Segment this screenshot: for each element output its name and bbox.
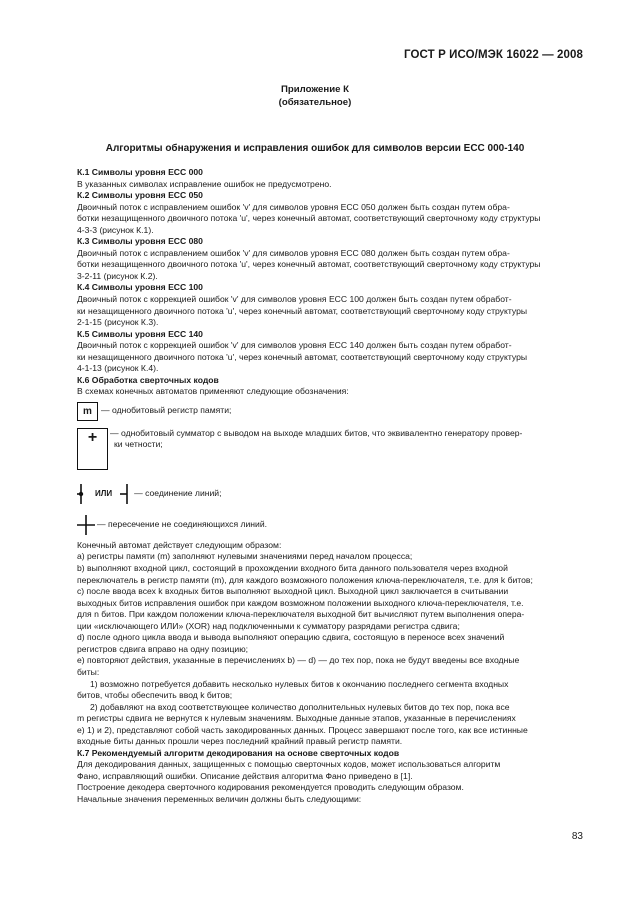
line-cross-label: — пересечение не соединяющихся линий. <box>97 519 268 530</box>
adder-label: ки четности; <box>114 439 163 450</box>
legend-memory-register <box>77 402 582 421</box>
section-k3-heading: К.3 Символы уровня ЕСС 080 <box>77 236 203 247</box>
section-k5-line: 4-1-13 (рисунок К.4). <box>77 363 159 374</box>
fsm-note-1: битов, чтобы обеспечить ввод k битов; <box>77 690 233 701</box>
section-k3-line: Двоичный поток с исправлением ошибок 'v' для символов уровня ЕСС 080 должен быть создан путем обра- <box>77 247 510 258</box>
fsm-step-c: ции «исключающего ИЛИ» (XOR) над подключенными к сумматору разрядами регистра сдвига; <box>77 620 460 631</box>
section-k4-line: ки незащищенного двоичного потока 'u', через конечный автомат, соответствующий сверточному коду структуры <box>77 305 528 316</box>
fsm-step-c: для n битов. При каждом положении ключа-переключателя выходной бит вычисляют путем выполнения опера- <box>77 609 525 620</box>
section-k7-text: Фано, исправляющий ошибки. Описание действия алгоритма Фано приведено в [1]. <box>77 770 413 781</box>
body-text <box>77 167 582 806</box>
section-k5-line: ки незащищенного двоичного потока 'u', через конечный автомат, соответствующий сверточному коду структуры <box>77 351 528 362</box>
section-k2-line: Двоичный поток с исправлением ошибок 'v' для символов уровня ЕСС 050 должен быть создан путем обра- <box>77 201 510 212</box>
section-k1-text: В указанных символах исправление ошибок не предусмотрено. <box>77 178 332 189</box>
section-k7-text: Построение декодера сверточного кодирования рекомендуется проводить следующим образом. <box>77 782 464 793</box>
legend-line-cross <box>77 514 582 536</box>
or-label: ИЛИ <box>95 489 113 499</box>
fsm-step-c: выходных битов исправления ошибок при каждом возможном положении выходного ключа-переключателя, т.е. <box>77 597 524 608</box>
section-k3-line: ботки незащищенного двоичного потока 'u', через конечный автомат, соответствующий сверточному коду структуры <box>77 259 541 270</box>
section-k7-text: Начальные значения переменных величин должны быть следующими: <box>77 793 362 804</box>
section-k4-line: Двоичный поток с коррекцией ошибок 'v' для символов уровня ЕСС 100 должен быть создан путем обработ- <box>77 294 512 305</box>
memory-register-label: — однобитовый регистр памяти; <box>101 404 232 415</box>
document-header: ГОСТ Р ИСО/МЭК 16022 — 2008 <box>404 49 583 61</box>
fsm-step-e: е) повторяют действия, указанные в перечислениях b) — d) — до тех пор, пока не будут введены все входные <box>77 655 520 666</box>
section-k2-heading: К.2 Символы уровня ЕСС 050 <box>77 190 203 201</box>
page-number: 83 <box>571 831 583 842</box>
fsm-step-b: переключатель в регистр памяти (m), для каждого возможного положения ключа-переключателя, т.е. для k битов; <box>77 574 533 585</box>
section-k7-text: Для декодирования данных, защищенных с помощью сверточных кодов, может использоваться алгоритм <box>77 759 501 770</box>
annex-heading <box>0 83 630 109</box>
fsm-note-2: е) 1) и 2), представляют собой часть закодированных данных. Процесс завершают после того, как все истинные <box>77 724 528 735</box>
fsm-note-1: 1) возможно потребуется добавить несколько нулевых битов к окончанию последнего сегмента входных <box>90 678 509 689</box>
fsm-step-a: а) регистры памяти (m) заполняют нулевыми значениями перед началом процесса; <box>77 551 413 562</box>
memory-register-symbol: m <box>77 402 98 421</box>
adder-label: — однобитовый сумматор с выводом на выходе младших битов, что эквивалентно генератору провер- <box>110 427 523 438</box>
section-k4-heading: К.4 Символы уровня ЕСС 100 <box>77 282 203 293</box>
fsm-step-d: регистров сдвига вправо на одну позицию; <box>77 643 249 654</box>
fsm-step-c: с) после ввода всех k входных битов выполняют выходной цикл. Выходной цикл заключается в считывании <box>77 586 509 597</box>
section-k2-line: 4-3-3 (рисунок К.1). <box>77 224 154 235</box>
legend-adder <box>77 428 582 470</box>
section-k2-line: ботки незащищенного двоичного потока 'u', через конечный автомат, соответствующий сверточному коду структуры <box>77 213 541 224</box>
legend-line-join <box>77 483 582 505</box>
fsm-step-e: биты: <box>77 666 100 677</box>
annex-label: Приложение К <box>281 84 349 95</box>
section-k4-line: 2-1-15 (рисунок К.3). <box>77 317 159 328</box>
section-k6-intro: В схемах конечных автоматов применяют следующие обозначения: <box>77 386 349 397</box>
adder-symbol: + <box>77 428 108 470</box>
section-k6-heading: К.6 Обработка сверточных кодов <box>77 374 219 385</box>
fsm-step-b: b) выполняют входной цикл, состоящий в прохождении входного бита данного пользователя через входной <box>77 563 508 574</box>
section-k1-heading: К.1 Символы уровня ЕСС 000 <box>77 167 203 177</box>
line-cross-icon <box>77 514 95 536</box>
annex-status: (обязательное) <box>278 97 352 108</box>
fsm-note-2: 2) добавляют на вход соответствующее количество дополнительных нулевых битов до тех пор, пока все <box>90 701 510 712</box>
section-k5-heading: К.5 Символы уровня ЕСС 140 <box>77 328 203 339</box>
fsm-step-d: d) после одного цикла ввода и вывода выполняют операцию сдвига, состоящую в переносе всех значений <box>77 632 505 643</box>
line-join-label: — соединение линий; <box>134 488 222 499</box>
section-k3-line: 3-2-11 (рисунок К.2). <box>77 270 158 281</box>
section-k7-heading: К.7 Рекомендуемый алгоритм декодирования на основе сверточных кодов <box>77 747 400 758</box>
fsm-note-2: входные биты данных прошли через последний крайний правый регистр памяти. <box>77 736 403 747</box>
annex-title: Алгоритмы обнаружения и исправления ошибок для символов версии ЕСС 000-140 <box>105 143 525 154</box>
fsm-note-2: m регистры сдвига не вернутся к нулевым значениям. Выходные данные этапов, указанные в перечислениях <box>77 713 516 724</box>
fsm-intro: Конечный автомат действует следующим образом: <box>77 539 282 550</box>
section-k5-line: Двоичный поток с коррекцией ошибок 'v' для символов уровня ЕСС 140 должен быть создан путем обработ- <box>77 340 512 351</box>
